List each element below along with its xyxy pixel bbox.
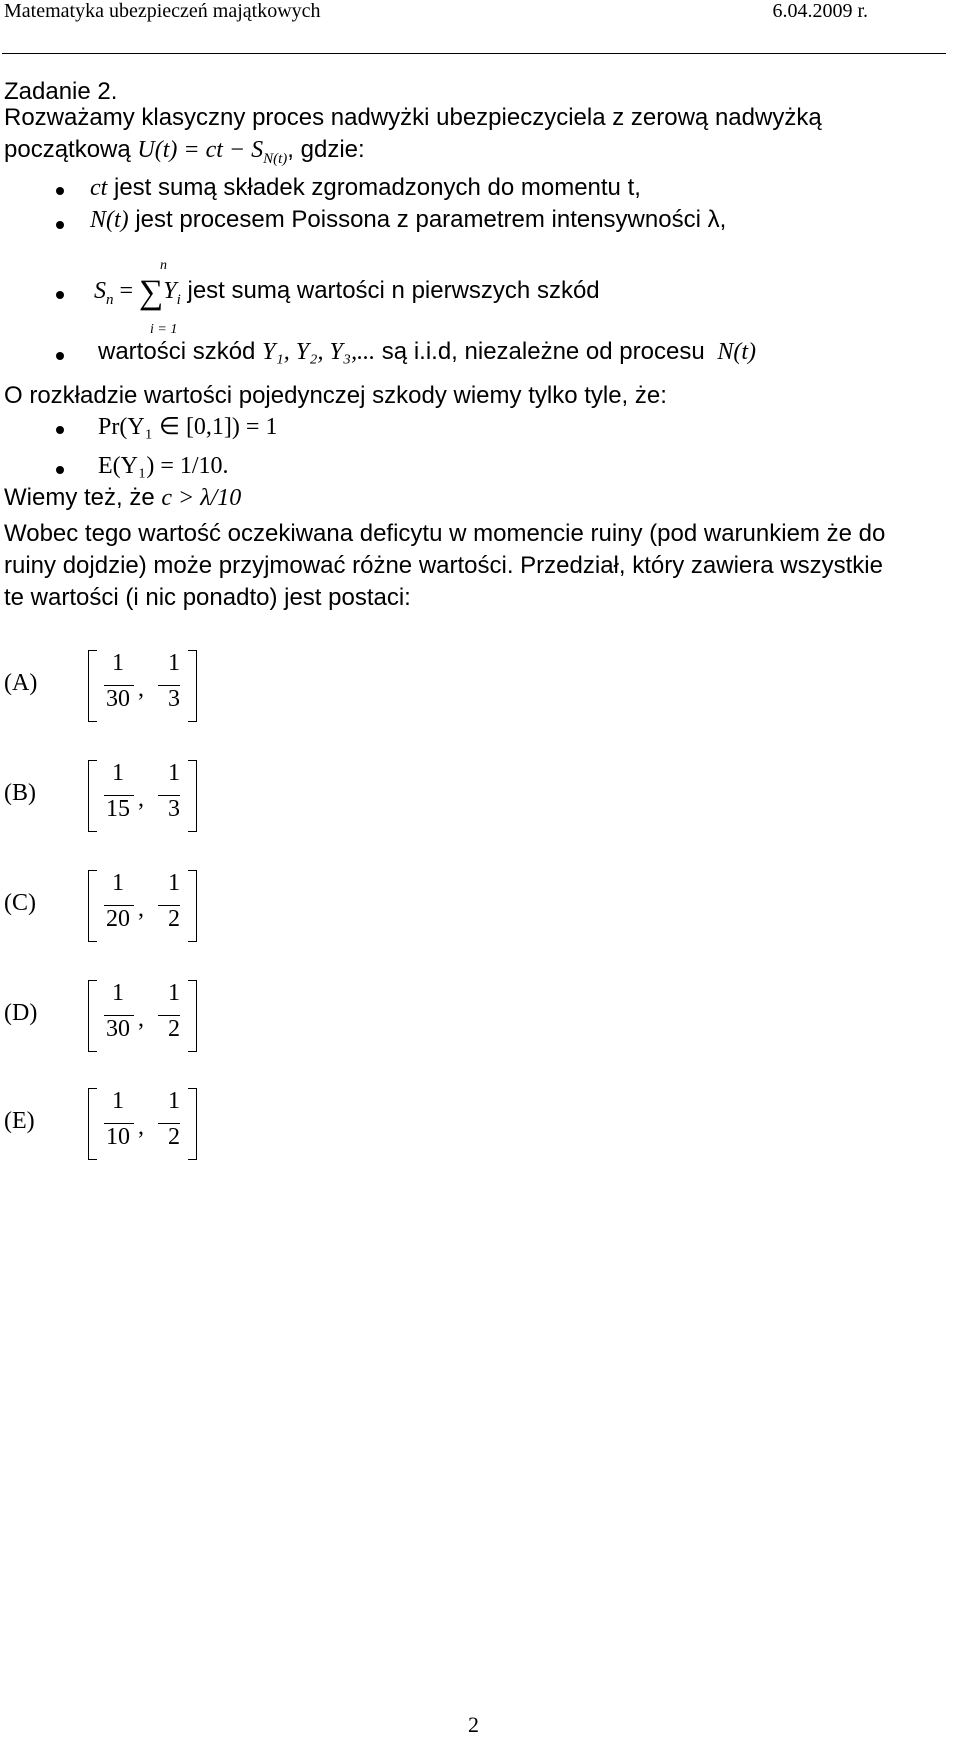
option-label: (A) bbox=[4, 670, 38, 696]
bullet-formula: N(t) bbox=[90, 207, 129, 233]
bullet-formula-2: N(t) bbox=[717, 339, 757, 365]
intro-line-1: Rozważamy klasyczny proces nadwyżki ubezpieczyciela z zerową nadwyżką bbox=[4, 104, 822, 131]
lower-numerator: 1 bbox=[112, 1088, 124, 1114]
left-bracket bbox=[88, 980, 97, 1052]
bullet-formula: ct bbox=[90, 175, 108, 201]
intro-formula: U(t) = ct − S bbox=[137, 137, 264, 163]
left-bracket bbox=[88, 870, 97, 942]
question-line-2: ruiny dojdzie) może przyjmować różne wartości. Przedział, który zawiera wszystkie bbox=[4, 552, 883, 579]
bullet-dot bbox=[56, 291, 64, 299]
question-line-1: Wobec tego wartość oczekiwana deficytu w momencie ruiny (pod warunkiem że do bbox=[4, 520, 886, 547]
upper-denominator: 2 bbox=[168, 906, 180, 932]
interval-comma: , bbox=[138, 786, 144, 812]
upper-numerator: 1 bbox=[168, 870, 180, 896]
bullet-text: jest sumą składek zgromadzonych do momentu t, bbox=[107, 174, 641, 201]
upper-denominator: 3 bbox=[168, 796, 180, 822]
interval-comma: , bbox=[138, 1006, 144, 1032]
intro-line-2-end: , gdzie: bbox=[287, 136, 365, 163]
lower-denominator: 30 bbox=[106, 1016, 130, 1042]
left-bracket bbox=[88, 650, 97, 722]
header-rule bbox=[2, 53, 946, 54]
lower-numerator: 1 bbox=[112, 650, 124, 676]
lower-denominator: 10 bbox=[106, 1124, 130, 1150]
sum-eq: = bbox=[113, 278, 140, 304]
bullet-text: są i.i.d, niezależne od procesu bbox=[375, 338, 712, 365]
bullet-dot bbox=[56, 187, 64, 195]
bullet-dot bbox=[56, 221, 64, 229]
intro-line-2 bbox=[4, 136, 365, 168]
option-label: (B) bbox=[4, 780, 36, 806]
bullet-item-poisson bbox=[90, 206, 726, 234]
bullet-text: jest procesem Poissona z parametrem intensywności λ, bbox=[128, 206, 727, 233]
upper-numerator: 1 bbox=[168, 980, 180, 1006]
lower-denominator: 30 bbox=[106, 686, 130, 712]
option-label: (E) bbox=[4, 1108, 35, 1134]
known-intro: O rozkładzie wartości pojedynczej szkody wiemy tylko tyle, że: bbox=[4, 382, 667, 409]
sum-upper-limit: n bbox=[160, 258, 167, 273]
bullet-text: jest sumą wartości n pierwszych szkód bbox=[180, 277, 600, 304]
interval-comma: , bbox=[138, 676, 144, 702]
right-bracket bbox=[188, 1088, 197, 1160]
sum-lhs-sub: n bbox=[106, 292, 114, 308]
header-date: 6.04.2009 r. bbox=[772, 0, 868, 22]
right-bracket bbox=[188, 870, 197, 942]
upper-denominator: 3 bbox=[168, 686, 180, 712]
upper-numerator: 1 bbox=[168, 1088, 180, 1114]
upper-numerator: 1 bbox=[168, 760, 180, 786]
lower-denominator: 15 bbox=[106, 796, 130, 822]
also-line bbox=[4, 484, 241, 512]
bullet-dot bbox=[56, 466, 64, 474]
known-item-mean bbox=[98, 452, 229, 480]
right-bracket bbox=[188, 650, 197, 722]
sum-lhs: S bbox=[94, 278, 106, 304]
left-bracket bbox=[88, 1088, 97, 1160]
bullet-dot bbox=[56, 426, 64, 434]
bullet-formula: Y₁, Y₂, Y₃,... bbox=[262, 339, 376, 365]
interval-comma: , bbox=[138, 1114, 144, 1140]
bullet-text-pre: wartości szkód bbox=[98, 338, 263, 365]
option-label: (C) bbox=[4, 890, 36, 916]
upper-denominator: 2 bbox=[168, 1016, 180, 1042]
bullet-item-ct bbox=[90, 174, 641, 202]
left-bracket bbox=[88, 760, 97, 832]
interval-comma: , bbox=[138, 896, 144, 922]
sum-term-sub: i bbox=[176, 292, 181, 308]
bullet-dot bbox=[56, 352, 64, 360]
page-number: 2 bbox=[468, 1712, 479, 1737]
lower-numerator: 1 bbox=[112, 760, 124, 786]
sum-symbol: ∑ bbox=[139, 274, 164, 311]
upper-numerator: 1 bbox=[168, 650, 180, 676]
known-item-support bbox=[98, 412, 277, 441]
right-bracket bbox=[188, 980, 197, 1052]
sum-lower-limit: i = 1 bbox=[150, 322, 178, 337]
known-formula: Pr(Y₁ ∈ [0,1]) = 1 bbox=[98, 414, 278, 440]
lower-numerator: 1 bbox=[112, 980, 124, 1006]
also-formula: c > λ/10 bbox=[161, 485, 242, 511]
lower-denominator: 20 bbox=[106, 906, 130, 932]
header-title: Matematyka ubezpieczeń majątkowych bbox=[4, 0, 321, 22]
known-formula: E(Y₁) = 1/10. bbox=[98, 453, 229, 479]
option-label: (D) bbox=[4, 1000, 38, 1026]
intro-formula-sub: N(t) bbox=[263, 151, 288, 167]
bullet-item-sum bbox=[94, 274, 600, 312]
question-line-3: te wartości (i nic ponadto) jest postaci: bbox=[4, 584, 411, 611]
intro-line-2-text: początkową bbox=[4, 136, 131, 163]
bullet-item-iid bbox=[98, 338, 756, 366]
upper-denominator: 2 bbox=[168, 1124, 180, 1150]
lower-numerator: 1 bbox=[112, 870, 124, 896]
also-text: Wiemy też, że bbox=[4, 484, 162, 511]
sum-term: Y bbox=[163, 278, 177, 304]
right-bracket bbox=[188, 760, 197, 832]
task-title: Zadanie 2. bbox=[4, 78, 118, 105]
